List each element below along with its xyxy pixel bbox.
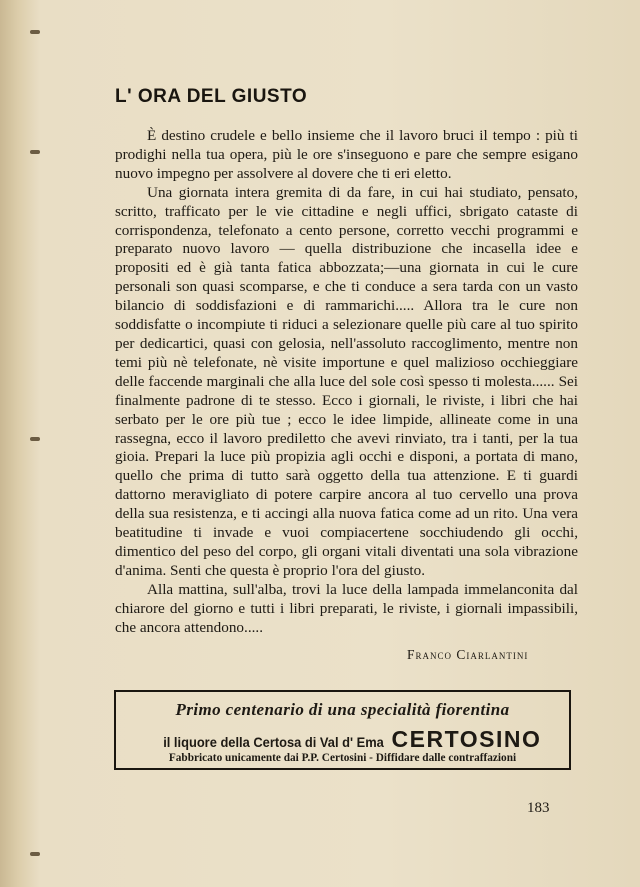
page-number: 183 (527, 800, 550, 816)
ad-product-description: il liquore della Certosa di Val d' Ema (162, 734, 384, 750)
binding-mark (30, 852, 40, 856)
paragraph: Alla mattina, sull'alba, trovi la luce della lampada immelanconita dal chiarore del giorno e tutti i libri preparati, le riviste, i giornali impassibili, che ancora attendono..... (115, 580, 578, 636)
article-title: L' ORA DEL GIUSTO (115, 86, 308, 107)
advertisement-box (114, 690, 571, 770)
binding-mark (30, 150, 40, 154)
ad-headline: Primo centenario di una specialità fiorentina (175, 700, 510, 719)
binding-mark (30, 30, 40, 34)
ad-brand-name: CERTOSINO (391, 726, 542, 752)
ad-product-line (128, 726, 557, 753)
author-signature: Franco Ciarlantini (407, 647, 529, 662)
paragraph: È destino crudele e bello insieme che il lavoro bruci il tempo : più ti prodighi nella tua opera, più le ore s'inseguono e pare che sempre esigano nuovo impegno per assolvere al dovere che ti eri eletto. (115, 127, 578, 182)
ad-disclaimer: Fabbricato unicamente dai P.P. Certosini - Diffidare dalle contraffazioni (168, 752, 517, 764)
article-body (115, 127, 578, 637)
paragraph: Una giornata intera gremita di da fare, in cui hai studiato, pensato, scritto, trafficato per le vie cittadine e negli uffici, sbrigato cataste di corrispondenza, telefonato a cento persone, corretto vecchi programmi e preparato nuovo lavoro — quella distribuzione che incasella idee e propositi ed è già tanta fatica abbozzata;—una giornata in cui le cure personali son quasi scomparse, e che ti conduce a sera tarda con un vasto bilancio di soddisfazioni e di rammarichi..... Allora tra le cure non soddisfatte o incompiute ti riduci a selezionare quelle più care al tuo spirito per dedicartici, quasi con gelosia, nell'assoluto raccoglimento, mentre non temi più nè telefonate, nè visite importune e quel malizioso occhieggiare delle faccende marginali che alla luce del sole così spesso ti molesta...... Sei finalmente padrone di te stesso. Ecco i giornali, le riviste, i libri che hai serbato per le ore più tue ; ecco le idee limpide, allineate come in una rassegna, ecco il lavoro prediletto che avevi rinviato, tra i tanti, per la tua gioia. Prepari la luce più propizia agli occhi e disponi, a portata di mano, quello che prima di tutto sarà oggetto della tua attenzione. E ti guardi dattorno meravigliato di potere carpire ancora al tuo cervello una prova della sua resistenza, e ti accingi alla nuova fatica come ad un rito. Una vera beatitudine ti invade e vuoi compiacertene socchiudendo gli occhi, dimentico del peso del corpo, gli organi vitali diventati una sola vibrazione d'anima. Senti che questa è proprio l'ora del giusto. (115, 183, 578, 579)
binding-mark (30, 437, 40, 441)
